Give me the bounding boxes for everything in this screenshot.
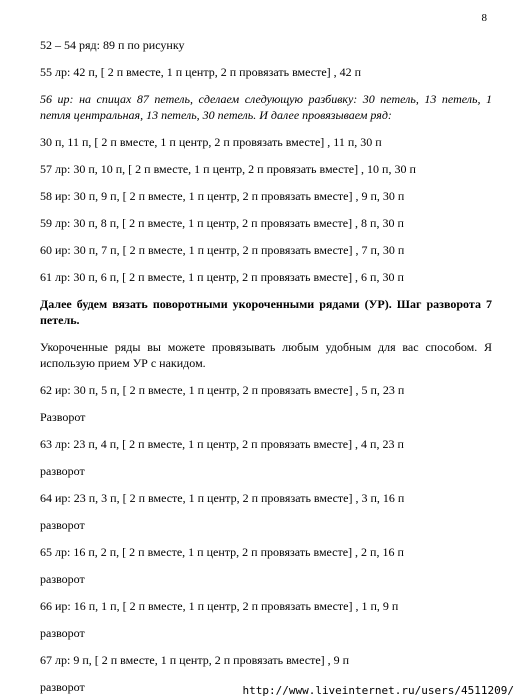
paragraph: 63 лр: 23 п, 4 п, [ 2 п вместе, 1 п центр, 2 п провязать вместе] , 4 п, 23 п [40,437,404,451]
document-body [40,37,492,695]
paragraph: разворот [40,680,85,694]
paragraph: 57 лр: 30 п, 10 п, [ 2 п вместе, 1 п центр, 2 п провязать вместе] , 10 п, 30 п [40,162,416,176]
paragraph: 66 ир: 16 п, 1 п, [ 2 п вместе, 1 п центр, 2 п провязать вместе] , 1 п, 9 п [40,599,399,613]
paragraph: 64 ир: 23 п, 3 п, [ 2 п вместе, 1 п центр, 2 п провязать вместе] , 3 п, 16 п [40,491,405,505]
paragraph: 59 лр: 30 п, 8 п, [ 2 п вместе, 1 п центр, 2 п провязать вместе] , 8 п, 30 п [40,216,404,230]
paragraph: разворот [40,572,85,586]
paragraph: 52 – 54 ряд: 89 п по рисунку [40,38,185,52]
paragraph: Далее будем вязать поворотными укороченными рядами (УР). Шаг разворота 7 петель. [40,297,492,327]
paragraph: 30 п, 11 п, [ 2 п вместе, 1 п центр, 2 п провязать вместе] , 11 п, 30 п [40,135,382,149]
paragraph: 58 ир: 30 п, 9 п, [ 2 п вместе, 1 п центр, 2 п провязать вместе] , 9 п, 30 п [40,189,405,203]
paragraph: разворот [40,464,85,478]
page-number: 8 [481,12,487,24]
paragraph: Разворот [40,410,86,424]
paragraph: разворот [40,626,85,640]
paragraph: 55 лр: 42 п, [ 2 п вместе, 1 п центр, 2 п провязать вместе] , 42 п [40,65,362,79]
paragraph: 67 лр: 9 п, [ 2 п вместе, 1 п центр, 2 п провязать вместе] , 9 п [40,653,350,667]
paragraph: 56 ир: на спицах 87 петель, сделаем следующую разбивку: 30 петель, 13 петель, 1 петля центральная, 13 петель, 30 петель. И далее провязываем ряд: [40,92,492,122]
paragraph: 62 ир: 30 п, 5 п, [ 2 п вместе, 1 п центр, 2 п провязать вместе] , 5 п, 23 п [40,383,405,397]
paragraph: 65 лр: 16 п, 2 п, [ 2 п вместе, 1 п центр, 2 п провязать вместе] , 2 п, 16 п [40,545,404,559]
footer-url-watermark: http://www.liveinternet.ru/users/4511209/ [242,684,514,697]
paragraph: 60 ир: 30 п, 7 п, [ 2 п вместе, 1 п центр, 2 п провязать вместе] , 7 п, 30 п [40,243,405,257]
paragraph: Укороченные ряды вы можете провязывать любым удобным для вас способом. Я использую прием УР с накидом. [40,340,492,370]
paragraph: разворот [40,518,85,532]
paragraph: 61 лр: 30 п, 6 п, [ 2 п вместе, 1 п центр, 2 п провязать вместе] , 6 п, 30 п [40,270,404,284]
